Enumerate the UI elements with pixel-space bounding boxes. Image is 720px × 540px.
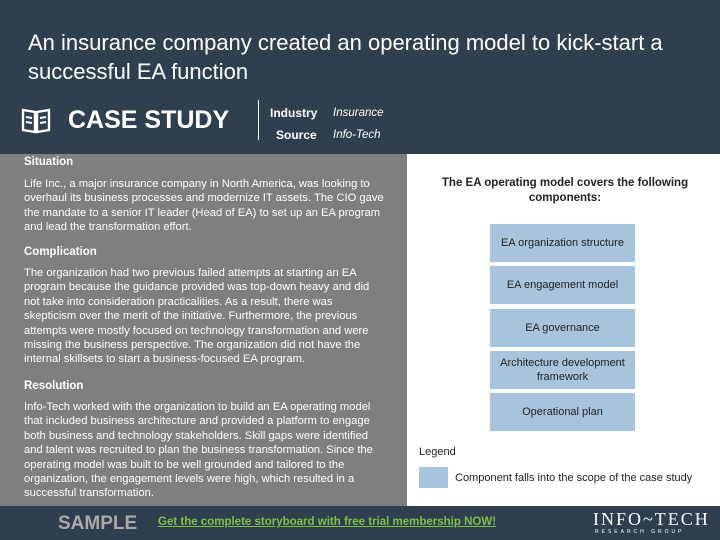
source-value: Info-Tech [333, 129, 381, 141]
industry-label: Industry [270, 106, 318, 120]
industry-value: Insurance [333, 107, 384, 119]
brand-tagline: RESEARCH GROUP [595, 529, 685, 535]
legend-text: Component falls into the scope of the case study [455, 472, 693, 484]
source-label: Source [276, 128, 317, 142]
component-box: EA organization structure [490, 224, 635, 262]
component-box: EA governance [490, 309, 635, 347]
complication-text: The organization had two previous failed attempts at starting an EA program because the guidance provided was top-down heavy and did not take into consideration practicalities. As a result, there was skepticism over the merit of the initiative. Furthermore, the previous attempts were mostly focused on technology transformation and were missing the business perspective. The organization did not have the internal skillsets to start a business-focused EA program. [24, 267, 370, 366]
legend-title: Legend [419, 446, 456, 458]
legend-swatch [419, 467, 448, 488]
component-box: Operational plan [490, 393, 635, 431]
book-icon [20, 104, 52, 136]
brand-logo: INFO~TECH [593, 509, 710, 529]
situation-title: Situation [24, 156, 74, 168]
page-title: An insurance company created an operating model to kick-start a successful EA function [28, 30, 663, 84]
resolution-title: Resolution [24, 380, 84, 392]
component-box: Architecture development framework [490, 351, 635, 389]
complication-title: Complication [24, 246, 97, 258]
sample-label: SAMPLE [58, 513, 138, 534]
trial-membership-link[interactable]: Get the complete storyboard with free trial membership NOW! [158, 516, 497, 528]
component-box: EA engagement model [490, 266, 635, 304]
case-study-label: CASE STUDY [68, 106, 230, 134]
situation-text: Life Inc., a major insurance company in North America, was looking to overhaul its business processes and modernize IT assets. The CIO gave the mandate to a senior IT leader (Head of EA) to set up an EA program and lead the transformation effort. [24, 178, 384, 234]
header-divider [258, 100, 259, 140]
resolution-text: Info-Tech worked with the organization to build an EA operating model that included business architecture and provided a platform to engage both business and technology stakeholders. Skill gaps were identified and talent was recruited to plan the business transformation. Since the operating model was built to be well grounded and tailored to the organization, the engagement levels were high, which resulted in a successful transformation. [24, 401, 373, 500]
components-heading: The EA operating model covers the following components: [441, 177, 689, 204]
